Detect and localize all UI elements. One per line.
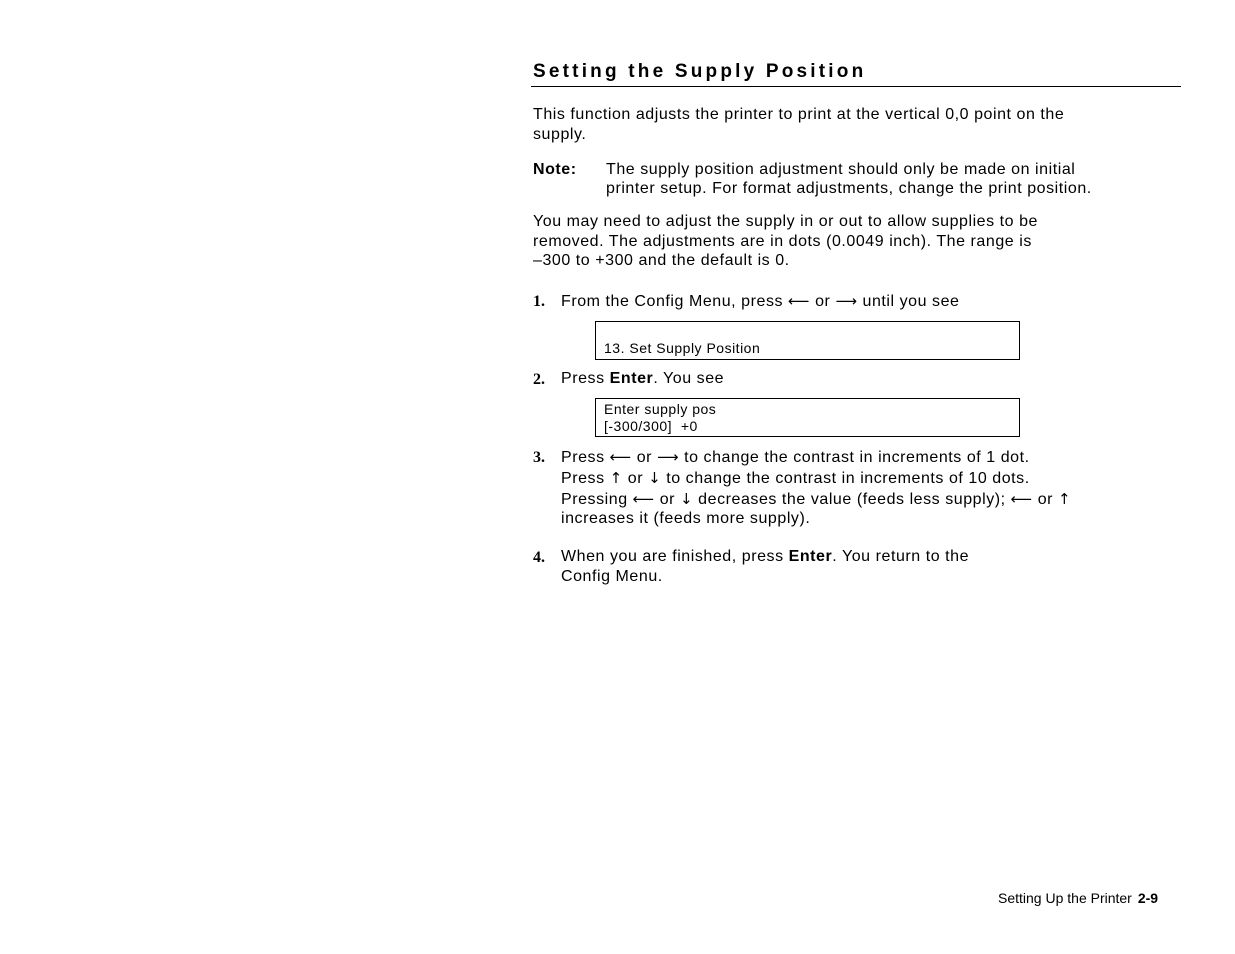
step-1-text [561,291,959,313]
footer-page-number: 2-9 [1137,890,1159,906]
step-1-number: 1. [533,293,545,310]
step-3-line-1 [561,447,1030,469]
lcd-2-line-2: [-300/300] +0 [604,418,698,434]
step-1-text-a: From the Config Menu, press [561,293,789,310]
arrow-right-icon: ⟶ [835,292,858,310]
step-4-text-a: When you are finished, press [561,548,789,565]
step-3-l1b: to change the contrast in increments of 1 dot. [679,449,1030,466]
arrow-down-icon: ↓ [648,469,662,487]
step-3-l3a: Pressing [561,491,633,508]
lcd-2-line-1: Enter supply pos [604,401,717,417]
step-3-line-2 [561,468,1030,490]
arrow-down-icon: ↓ [680,490,694,508]
adjust-line-1: You may need to adjust the supply in or out to allow supplies to be [533,213,1039,230]
step-4-line-1 [561,547,969,568]
step-4-number: 4. [533,549,545,566]
arrow-left-icon: ⟵ [1010,490,1033,508]
arrow-left-icon: ⟵ [609,448,632,466]
lcd-1-line-2: 13. Set Supply Position [604,340,761,356]
step-2-number: 2. [533,371,545,388]
title-rule [531,86,1181,87]
step-3-l1a: Press [561,449,610,466]
note-line-1: The supply position adjustment should only be made on initial [606,161,1076,178]
arrow-left-icon: ⟵ [632,490,655,508]
adjust-line-3: –300 to +300 and the default is 0. [533,252,790,269]
lcd-display-enter-supply-pos [595,398,1020,437]
step-3-line-3 [561,489,1071,511]
section-title: Setting the Supply Position [533,61,867,82]
page-footer [998,889,1158,907]
step-3-l2b: to change the contrast in increments of 10 dots. [661,470,1030,487]
lcd-display-set-supply-position [595,321,1020,360]
step-4-line-2: Config Menu. [561,568,663,585]
step-3-line-4: increases it (feeds more supply). [561,510,811,527]
step-3-l2a: Press [561,470,610,487]
note-line-2: printer setup. For format adjustments, change the print position. [606,180,1092,197]
arrow-left-icon: ⟵ [788,292,811,310]
step-3-l3b: decreases the value (feeds less supply); [693,491,1011,508]
step-4-text-b: . You return to the [832,548,970,565]
intro-line-2: supply. [533,126,587,143]
step-3-l1or: or [631,449,658,466]
step-3-l3or2: or [1032,491,1059,508]
step-2-text-b: . You see [653,370,725,387]
step-3-number: 3. [533,449,545,466]
step-3-l3or: or [654,491,681,508]
intro-line-1: This function adjusts the printer to print at the vertical 0,0 point on the [533,106,1065,123]
step-2-text [561,369,724,390]
step-1-or: or [810,293,836,310]
arrow-right-icon: ⟶ [657,448,680,466]
arrow-up-icon: ↑ [1058,490,1072,508]
arrow-up-icon: ↑ [609,469,623,487]
step-2-text-a: Press [561,370,610,387]
step-2-enter-key: Enter [609,370,654,387]
note-label: Note: [533,161,577,178]
step-1-text-b: until you see [857,293,960,310]
footer-chapter: Setting Up the Printer [998,890,1132,906]
adjust-line-2: removed. The adjustments are in dots (0.0049 inch). The range is [533,233,1032,250]
step-4-enter-key: Enter [788,548,833,565]
step-3-l2or: or [622,470,649,487]
section-header [533,60,1181,87]
